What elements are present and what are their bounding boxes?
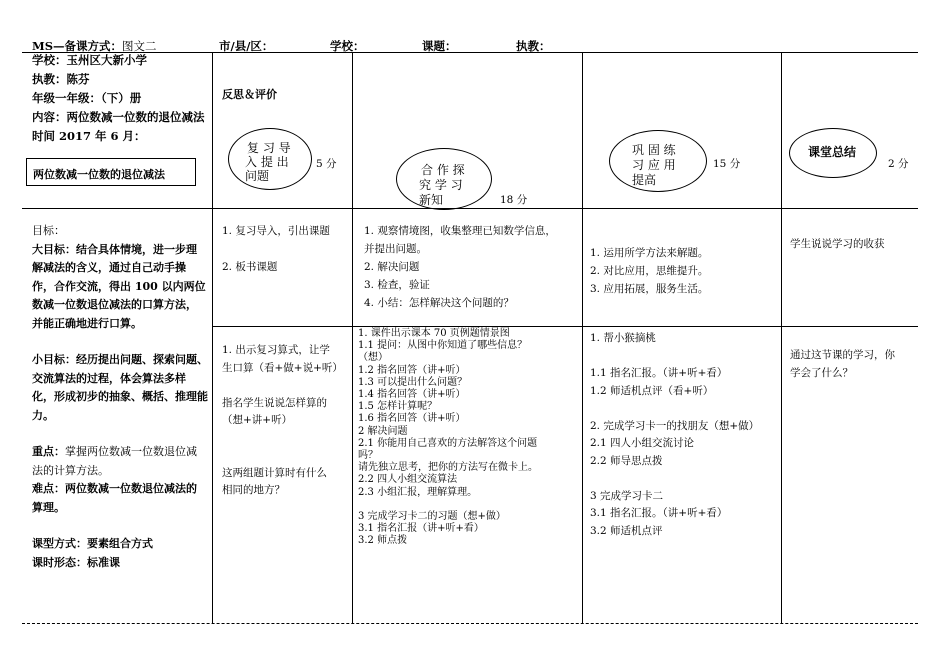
list-item: 1. 课件出示课本 70 页例题情景图 <box>358 328 510 339</box>
big-goal-line: 数减一位数退位减法的口算方法， <box>32 298 197 311</box>
lesson-form: 课时形态：标准课 <box>32 555 120 569</box>
phase-summary-ellipse <box>789 128 877 178</box>
list-item: 请先独立思考，把你的方法写在微卡上。 <box>358 462 538 474</box>
info-content: 内容：两位数减一位数的退位减法 <box>32 110 205 124</box>
list-item: 1.5 怎样计算呢？ <box>358 401 438 413</box>
big-goal-line: 并能正确地进行口算。 <box>32 316 142 330</box>
list-item: 3. 应用拓展，服务生活。 <box>590 283 709 295</box>
col-divider-3 <box>582 52 583 623</box>
lesson-type: 课型方式：要素组合方式 <box>32 537 153 550</box>
list-item: 4. 小结：怎样解决这个问题的？ <box>364 297 514 309</box>
list-item: 2 解决问题 <box>358 425 408 437</box>
phase-explore-minutes: 18 分 <box>500 194 528 206</box>
phase-practice-line3: 提高 <box>632 173 657 187</box>
list-item: 2.2 四人小组交流算法 <box>358 474 458 486</box>
phase-explore-ellipse <box>396 148 492 210</box>
list-item: 学会了什么？ <box>790 367 853 379</box>
big-goal-line: 大目标：结合具体情境，进一步理 <box>32 242 197 256</box>
list-item: 3 完成学习卡二 <box>590 489 664 502</box>
list-item: 2.1 四人小组交流讨论 <box>590 437 695 449</box>
key-point-label: 重点： <box>32 445 65 458</box>
list-item: 3.1 指名汇报（讲+听+看） <box>358 523 484 535</box>
list-item: 1.2 师适机点评（看+听） <box>590 384 714 397</box>
table-row-divider <box>22 208 918 209</box>
list-item <box>590 400 759 418</box>
row2-practice-cell <box>590 330 759 540</box>
row1-practice-cell <box>590 244 708 298</box>
phase-practice-line1: 巩 固 练 <box>632 143 676 157</box>
list-item: 2.3 小组汇报，理解算理。 <box>358 486 478 498</box>
info-grade: 年级一年级：（下）册 <box>32 91 142 105</box>
phase-review-minutes: 5 分 <box>316 158 337 170</box>
col-divider-4 <box>781 52 782 623</box>
key-point <box>32 443 208 462</box>
lesson-info <box>32 51 205 146</box>
phase-practice-ellipse <box>609 130 707 192</box>
big-goal <box>32 241 208 334</box>
small-goal-line: 化，形成初步的抽象、概括、推理能 <box>32 390 208 403</box>
header-method-value: 图文二 <box>122 39 157 53</box>
header-topic-label: 课题： <box>422 39 457 53</box>
col-divider-1 <box>212 52 213 623</box>
big-goal-line: 作，合作交流，得出 100 以内两位 <box>32 279 206 293</box>
list-item: 这两组题计算时有什么 <box>222 466 327 479</box>
list-item: 通过这节课的学习，你 <box>790 349 895 361</box>
header-city-label: 市/县/区： <box>219 39 274 53</box>
list-item <box>222 240 330 258</box>
list-item: （想+讲+听） <box>222 414 293 426</box>
list-item: 1. 运用所学方法来解题。 <box>590 247 709 259</box>
list-item: 1.3 可以提出什么问题？ <box>358 376 468 388</box>
list-item: 指名学生说说怎样算的 <box>222 396 327 409</box>
key-point-text: 掌握两位数减一位数退位减 <box>65 445 197 458</box>
list-item <box>222 447 343 465</box>
list-item: 1.2 指名回答（讲+听） <box>358 364 466 376</box>
hard-point-text: 算理。 <box>32 500 65 514</box>
list-item: 学生说说学习的收获 <box>790 238 885 250</box>
small-goal-line: 交流算法的过程，体会算法多样 <box>32 371 186 385</box>
header-teacher-label: 执教： <box>516 39 551 53</box>
phase-summary-minutes: 2 分 <box>888 158 909 170</box>
list-item: 2.1 你能用自己喜欢的方法解答这个问题 <box>358 437 538 449</box>
list-item <box>222 430 343 448</box>
list-item: 3.2 师适机点评 <box>590 524 663 537</box>
row1-review-cell <box>222 222 330 276</box>
list-item: 2. 解决问题 <box>364 261 420 273</box>
goals-block <box>32 222 208 572</box>
list-item <box>222 377 343 395</box>
list-item: 1.1 提问：从图中你知道了哪些信息？ <box>358 340 528 352</box>
phase-practice-minutes: 15 分 <box>713 158 741 170</box>
header-method-label: MS—备课方式： <box>32 39 123 53</box>
small-goal-line: 小目标：经历提出问题、探索问题、 <box>32 353 208 366</box>
col-divider-2 <box>352 52 353 623</box>
lesson-title-box <box>26 158 196 186</box>
list-item: 1.6 指名回答（讲+听） <box>358 413 466 425</box>
key-point-text: 法的计算方法。 <box>32 463 109 477</box>
list-item: 1. 复习导入，引出课题 <box>222 225 330 237</box>
phase-review-line3: 问题 <box>245 169 270 183</box>
row2-review-cell <box>222 342 343 500</box>
info-teacher: 执教：陈芬 <box>32 72 90 86</box>
list-item: 2.2 师导思点拨 <box>590 454 663 467</box>
info-time: 时间 2017 年 6 月： <box>32 129 146 143</box>
goals-title: 目标： <box>32 224 65 237</box>
big-goal-line: 解减法的含义，通过自己动手操 <box>32 261 186 274</box>
list-item: 3 完成学习卡二的习题（想+做） <box>358 511 506 523</box>
phase-practice-line2: 习 应 用 <box>632 158 676 172</box>
list-item: 3. 检查，验证 <box>364 279 430 291</box>
list-item: 生口算（看+做+说+听） <box>222 361 343 374</box>
phase-explore-line1: 合 作 探 <box>421 163 465 177</box>
lesson-title-text: 两位数减一位数的退位减法 <box>33 168 165 181</box>
list-item: 2. 板书课题 <box>222 261 278 273</box>
list-item: 并提出问题。 <box>364 243 427 255</box>
phase-explore-line2: 究 学 习 <box>419 178 463 192</box>
list-item <box>590 348 759 366</box>
info-school: 学校：玉州区大新小学 <box>32 53 147 67</box>
list-item: 2. 对比应用，思维提升。 <box>590 265 709 277</box>
phase-review-line1: 复 习 导 <box>247 141 291 155</box>
list-item: 1.1 指名汇报。（讲+听+看） <box>590 367 728 379</box>
table-inner-divider <box>212 326 918 327</box>
list-item: 1.4 指名回答（讲+听） <box>358 389 466 401</box>
list-item: 1. 出示复习算式，让学 <box>222 344 330 356</box>
row1-summary-cell <box>790 236 885 253</box>
list-item <box>358 499 538 511</box>
hard-point-label: 难点： <box>32 482 65 495</box>
phase-explore-line3: 新知 <box>419 193 444 207</box>
reflection-label: 反思＆评价 <box>222 88 277 101</box>
small-goal-line: 力。 <box>32 408 54 422</box>
small-goal <box>32 351 208 425</box>
list-item: 3.1 指名汇报。（讲+听+看） <box>590 507 728 519</box>
list-item: 1. 帮小猴摘桃 <box>590 332 656 344</box>
list-item <box>590 470 759 488</box>
list-item: （想） <box>358 352 388 364</box>
row2-summary-cell <box>790 346 895 382</box>
row1-explore-cell <box>364 222 556 312</box>
phase-review-line2: 入 提 出 <box>245 155 289 169</box>
list-item: 3.2 师点拨 <box>358 535 408 547</box>
list-item: 相同的地方？ <box>222 484 285 496</box>
row2-explore-cell <box>358 328 538 548</box>
hard-point-text: 两位数减一位数退位减法的 <box>65 482 197 495</box>
phase-summary-line1: 课堂总结 <box>808 145 857 159</box>
header-school-label: 学校： <box>330 39 365 53</box>
hard-point <box>32 480 208 499</box>
list-item: 吗？ <box>358 450 378 462</box>
phase-review-ellipse <box>228 128 312 190</box>
table-bottom-dashed <box>22 623 918 624</box>
list-item: 1. 观察情境图，收集整理已知数学信息， <box>364 225 556 237</box>
list-item: 2. 完成学习卡一的找朋友（想+做） <box>590 419 760 432</box>
